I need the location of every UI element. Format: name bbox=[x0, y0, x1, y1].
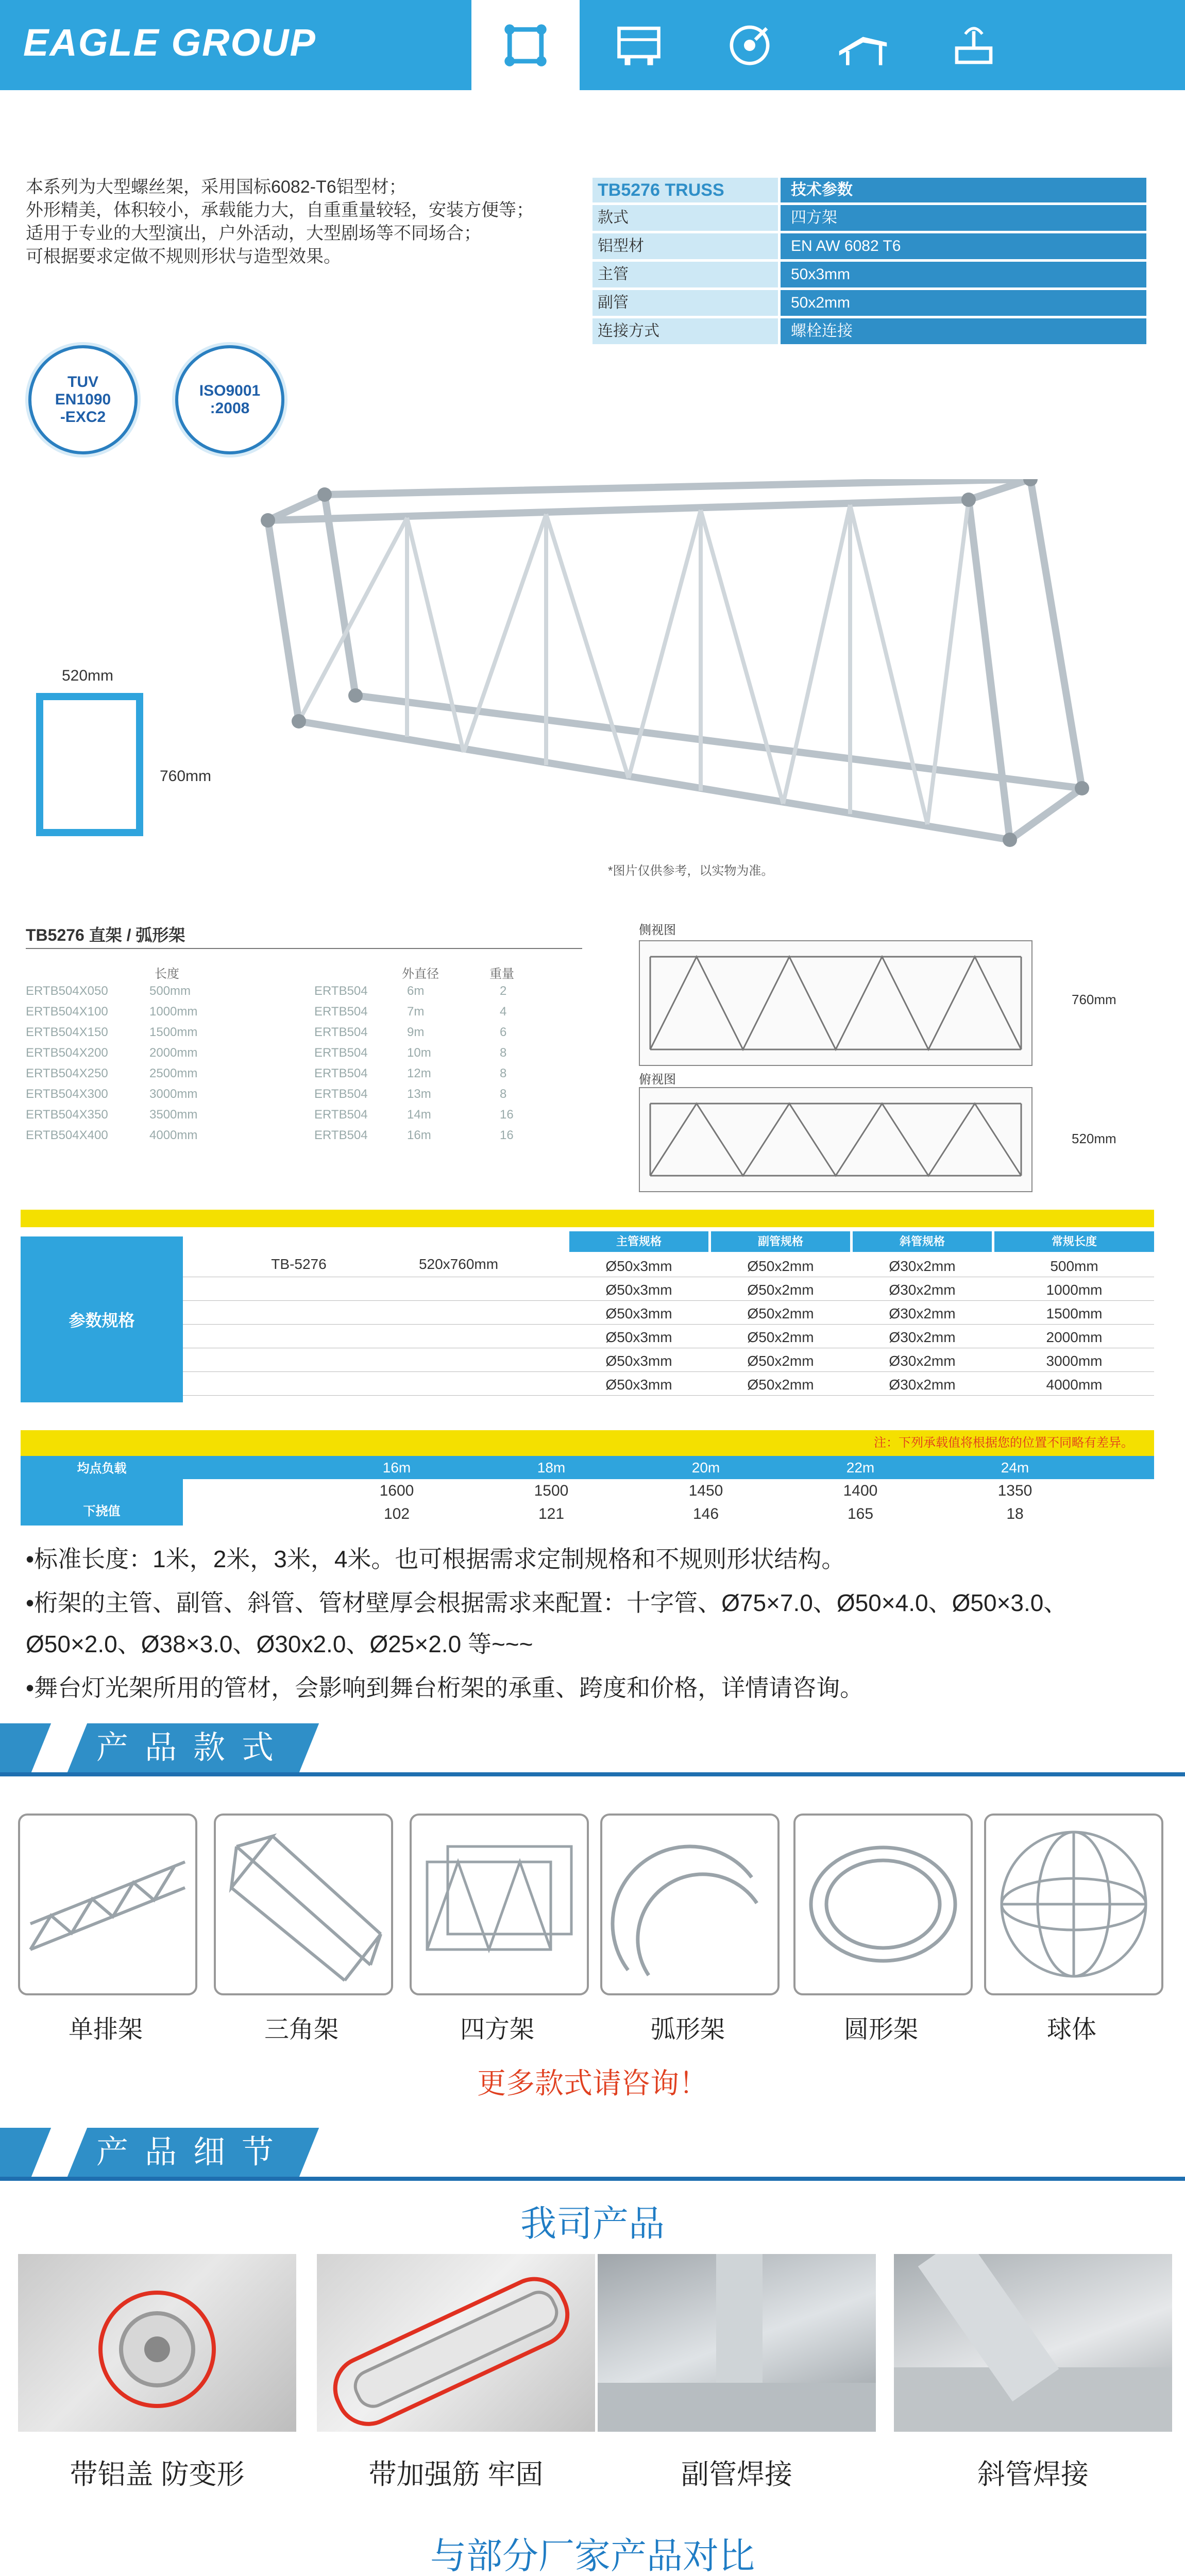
param-size: 520x760mm bbox=[418, 1256, 499, 1272]
more-styles-link[interactable]: 更多款式请咨询！ bbox=[477, 2067, 708, 2099]
deflection-value: 121 bbox=[538, 1505, 565, 1522]
diagonal-tube-header: 斜管规格 bbox=[853, 1231, 992, 1252]
deflection-value: 165 bbox=[847, 1505, 874, 1522]
model-diameter: 7m bbox=[407, 1005, 425, 1019]
cell: Ø30x2mm bbox=[889, 1377, 956, 1393]
span-header: 20m bbox=[691, 1460, 720, 1476]
detail-caption: 斜管焊接 bbox=[977, 2459, 1089, 2490]
photo-disclaimer: *图片仅供参考，以实物为准。 bbox=[608, 864, 774, 878]
model-code-2: ERTB504 bbox=[314, 1087, 368, 1101]
kind-label: 球体 bbox=[1046, 2016, 1096, 2043]
detail-caption: 带加强筋 牢固 bbox=[368, 2459, 544, 2490]
model-length: 2500mm bbox=[149, 1066, 198, 1080]
model-weight: 4 bbox=[500, 1005, 507, 1019]
frame-width-label: 520mm bbox=[62, 667, 114, 684]
model-code: ERTB504X350 bbox=[26, 1108, 108, 1122]
intro-line-2: 外形精美，体积较小，承载能力大，自重重量较轻，安装方便等； bbox=[26, 200, 534, 220]
model-code: ERTB504X300 bbox=[26, 1087, 108, 1101]
model-diameter: 6m bbox=[407, 984, 425, 998]
detail-photo-sub-weld bbox=[598, 2254, 876, 2432]
cell: Ø50x2mm bbox=[747, 1306, 814, 1321]
model-code-2: ERTB504 bbox=[314, 1066, 368, 1080]
model-weight: 16 bbox=[500, 1108, 514, 1122]
load-note-bar: 注：下列承载值将根据您的位置不同略有差异。 bbox=[21, 1430, 1154, 1456]
model-code: ERTB504X250 bbox=[26, 1066, 108, 1080]
length-header: 常规长度 bbox=[994, 1231, 1154, 1252]
section-divider bbox=[0, 2177, 1185, 2181]
cell: Ø50x3mm bbox=[605, 1329, 672, 1345]
cell: Ø50x3mm bbox=[605, 1282, 672, 1298]
our-product-title: 我司产品 bbox=[520, 2204, 665, 2244]
model-code: ERTB504X100 bbox=[26, 1005, 108, 1019]
divider bbox=[26, 948, 582, 949]
spec-key: 主管 bbox=[592, 262, 778, 287]
model-code-2: ERTB504 bbox=[314, 1108, 368, 1122]
model-length: 500mm bbox=[149, 984, 191, 998]
detail-caption: 带铝盖 防变形 bbox=[70, 2459, 245, 2490]
cell: Ø50x2mm bbox=[747, 1282, 814, 1298]
spec-value: 50x3mm bbox=[781, 262, 1146, 287]
param-highlight-bar bbox=[21, 1210, 1154, 1227]
section-divider bbox=[0, 1772, 1185, 1776]
dj-deck-icon[interactable] bbox=[696, 0, 804, 90]
side-view-dimension: 760mm bbox=[1072, 992, 1116, 1007]
detail-photo-rib bbox=[317, 2254, 595, 2432]
span-header: 16m bbox=[382, 1460, 411, 1476]
model-list-title: TB5276 直架 / 弧形架 bbox=[26, 926, 185, 944]
single-truss-image[interactable] bbox=[18, 1814, 197, 1995]
compare-title: 与部分厂家产品对比 bbox=[430, 2536, 755, 2576]
spec-value: EN AW 6082 T6 bbox=[781, 233, 1146, 259]
section-tab-accent bbox=[0, 1723, 51, 1772]
model-code-2: ERTB504 bbox=[314, 984, 368, 998]
square-frame-icon[interactable] bbox=[471, 0, 580, 90]
span-header: 24m bbox=[1001, 1460, 1029, 1476]
detail-caption: 副管焊接 bbox=[681, 2459, 792, 2490]
model-length: 3500mm bbox=[149, 1108, 198, 1122]
spec-header: 技术参数 bbox=[781, 178, 1146, 202]
cell: Ø50x2mm bbox=[747, 1353, 814, 1369]
sphere-truss-image[interactable] bbox=[984, 1814, 1163, 1995]
side-view-label: 侧视图 bbox=[639, 923, 676, 937]
model-code-2: ERTB504 bbox=[314, 1128, 368, 1142]
bullet-tube-config-cont: Ø50×2.0、Ø38×3.0、Ø30x2.0、Ø25×2.0 等~~~ bbox=[26, 1631, 533, 1657]
model-diameter: 16m bbox=[407, 1128, 431, 1142]
deflection-value: 18 bbox=[1006, 1505, 1024, 1522]
cell: Ø30x2mm bbox=[889, 1258, 956, 1274]
model-weight: 8 bbox=[500, 1087, 507, 1101]
param-spec-label: 参数规格 bbox=[21, 1236, 183, 1402]
model-length: 1500mm bbox=[149, 1025, 198, 1039]
tent-icon[interactable] bbox=[809, 0, 917, 90]
arc-truss-image[interactable] bbox=[600, 1814, 780, 1995]
col-weight-header: 重量 bbox=[489, 967, 514, 981]
top-view-label: 俯视图 bbox=[639, 1073, 676, 1087]
cross-section-frame bbox=[36, 693, 143, 836]
section-title-kinds: 产品款式 bbox=[67, 1723, 319, 1772]
intro-line-4: 可根据要求定做不规则形状与造型效果。 bbox=[26, 247, 341, 266]
sub-tube-header: 副管规格 bbox=[711, 1231, 850, 1252]
iso-certification-badge: ISO9001 :2008 bbox=[175, 345, 284, 454]
spec-key: 副管 bbox=[592, 290, 778, 316]
spec-value: 50x2mm bbox=[781, 290, 1146, 316]
load-value: 1450 bbox=[688, 1482, 723, 1499]
kind-label: 四方架 bbox=[460, 2016, 534, 2043]
cell: Ø50x2mm bbox=[747, 1258, 814, 1274]
spec-value: 四方架 bbox=[781, 205, 1146, 231]
model-weight: 6 bbox=[500, 1025, 507, 1039]
col-length-header: 长度 bbox=[155, 967, 179, 981]
brand-logo-text: EAGLE GROUP bbox=[23, 21, 316, 64]
cell: Ø50x3mm bbox=[605, 1306, 672, 1321]
model-length: 3000mm bbox=[149, 1087, 198, 1101]
truss-product-illustration bbox=[258, 479, 1108, 881]
spec-key: 款式 bbox=[592, 205, 778, 231]
cell: Ø50x3mm bbox=[605, 1377, 672, 1393]
load-value: 1350 bbox=[997, 1482, 1032, 1499]
intro-line-1: 本系列为大型螺丝架，采用国标6082-T6铝型材； bbox=[26, 177, 407, 197]
detail-photo-diagonal-weld bbox=[894, 2254, 1172, 2432]
model-code-2: ERTB504 bbox=[314, 1005, 368, 1019]
cell: Ø30x2mm bbox=[889, 1306, 956, 1321]
model-weight: 8 bbox=[500, 1046, 507, 1060]
bullet-tube-effect: •舞台灯光架所用的管材，会影响到舞台桁架的承重、跨度和价格，详情请咨询。 bbox=[26, 1674, 864, 1701]
circle-truss-image[interactable] bbox=[793, 1814, 973, 1995]
triangle-truss-image[interactable] bbox=[214, 1814, 393, 1995]
cell: Ø50x3mm bbox=[605, 1353, 672, 1369]
model-code: ERTB504X400 bbox=[26, 1128, 108, 1142]
main-tube-header: 主管规格 bbox=[569, 1231, 708, 1252]
model-diameter: 14m bbox=[407, 1108, 431, 1122]
spec-title: TB5276 TRUSS bbox=[592, 178, 778, 202]
cell: 4000mm bbox=[1046, 1377, 1103, 1393]
spec-value: 螺栓连接 bbox=[781, 318, 1146, 344]
bullet-tube-config: •桁架的主管、副管、斜管、管材壁厚会根据需求来配置：十字管、Ø75×7.0、Ø50×4.0、Ø50×3.0、 bbox=[26, 1589, 1068, 1616]
cell: Ø30x2mm bbox=[889, 1329, 956, 1345]
kind-label: 圆形架 bbox=[843, 2016, 918, 2043]
cell: 1000mm bbox=[1046, 1282, 1103, 1298]
model-code: ERTB504X150 bbox=[26, 1025, 108, 1039]
section-title-details: 产品细节 bbox=[67, 2128, 319, 2177]
model-length: 1000mm bbox=[149, 1005, 198, 1019]
deflection-value: 146 bbox=[692, 1505, 719, 1522]
model-length: 4000mm bbox=[149, 1128, 198, 1142]
load-value: 1600 bbox=[379, 1482, 414, 1499]
intro-line-3: 适用于专业的大型演出，户外活动，大型剧场等不同场合； bbox=[26, 224, 481, 243]
cell: 500mm bbox=[1050, 1258, 1098, 1274]
model-weight: 16 bbox=[500, 1128, 514, 1142]
model-diameter: 12m bbox=[407, 1066, 431, 1080]
detail-photo-cap bbox=[18, 2254, 296, 2432]
top-view-dimension: 520mm bbox=[1072, 1131, 1116, 1146]
load-value: 1400 bbox=[843, 1482, 878, 1499]
load-label: 均点负载 bbox=[77, 1462, 127, 1476]
model-code: ERTB504X050 bbox=[26, 984, 108, 998]
top-view-drawing bbox=[639, 1087, 1032, 1192]
deflection-value: 102 bbox=[383, 1505, 410, 1522]
kind-label: 单排架 bbox=[68, 2016, 143, 2043]
deflection-label: 下挠值 bbox=[83, 1504, 121, 1518]
cell: 2000mm bbox=[1046, 1329, 1103, 1345]
span-header: 22m bbox=[846, 1460, 875, 1476]
frame-height-label: 760mm bbox=[160, 768, 212, 785]
model-weight: 8 bbox=[500, 1066, 507, 1080]
model-diameter: 10m bbox=[407, 1046, 431, 1060]
model-code-2: ERTB504 bbox=[314, 1025, 368, 1039]
square-truss-image[interactable] bbox=[410, 1814, 589, 1995]
spec-key: 铝型材 bbox=[592, 233, 778, 259]
col-diameter-header: 外直径 bbox=[402, 967, 439, 981]
kind-label: 三角架 bbox=[264, 2016, 338, 2043]
cell: Ø30x2mm bbox=[889, 1353, 956, 1369]
param-model: TB-5276 bbox=[271, 1256, 327, 1272]
cell: 1500mm bbox=[1046, 1306, 1103, 1321]
model-code: ERTB504X200 bbox=[26, 1046, 108, 1060]
tuv-certification-badge: TUV EN1090 -EXC2 bbox=[28, 345, 138, 454]
cell: 3000mm bbox=[1046, 1353, 1103, 1369]
model-code-2: ERTB504 bbox=[314, 1046, 368, 1060]
section-tab-accent bbox=[0, 2128, 51, 2177]
antenna-icon[interactable] bbox=[920, 0, 1028, 90]
spec-key: 连接方式 bbox=[592, 318, 778, 344]
cell: Ø50x2mm bbox=[747, 1377, 814, 1393]
stage-icon[interactable] bbox=[585, 0, 693, 90]
bullet-standard-length: •标准长度：1米，2米，3米，4米。也可根据需求定制规格和不规则形状结构。 bbox=[26, 1546, 845, 1572]
cell: Ø50x3mm bbox=[605, 1258, 672, 1274]
model-length: 2000mm bbox=[149, 1046, 198, 1060]
cell: Ø50x2mm bbox=[747, 1329, 814, 1345]
model-diameter: 13m bbox=[407, 1087, 431, 1101]
side-view-drawing bbox=[639, 940, 1032, 1066]
model-diameter: 9m bbox=[407, 1025, 425, 1039]
cell: Ø30x2mm bbox=[889, 1282, 956, 1298]
kind-label: 弧形架 bbox=[650, 2016, 725, 2043]
model-weight: 2 bbox=[500, 984, 507, 998]
span-header: 18m bbox=[537, 1460, 566, 1476]
load-value: 1500 bbox=[534, 1482, 569, 1499]
